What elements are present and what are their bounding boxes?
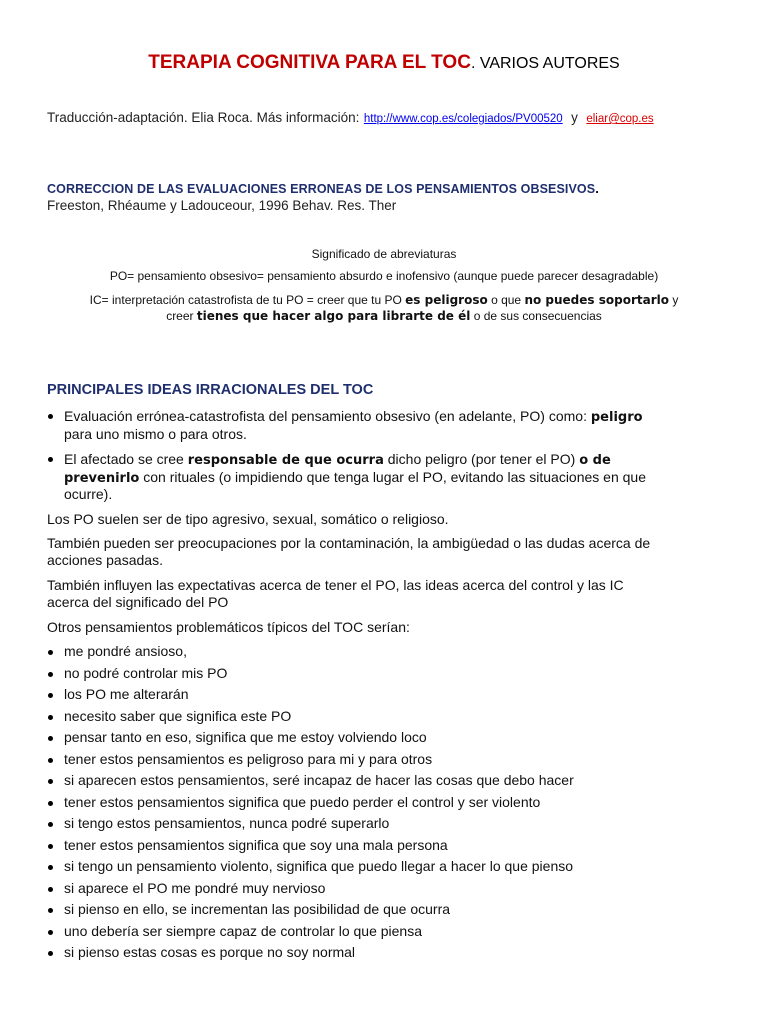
bullet-dot — [48, 930, 53, 935]
bullet-dot — [48, 457, 53, 462]
list-item: los PO me alterarán — [64, 686, 189, 702]
bullet-dot — [48, 414, 53, 419]
abbreviations-title: Significado de abreviaturas — [311, 247, 457, 261]
bullet1-line1 — [64, 408, 643, 425]
translation-conjunction: y — [571, 110, 578, 125]
bullet1-bold-danger: peligro — [590, 410, 643, 425]
ic-bold-dangerous: es peligroso — [405, 293, 488, 307]
article-reference: Freeston, Rhéaume y Ladouceour, 1996 Behav. Res. Ther — [47, 198, 397, 213]
bullet2-line1 — [64, 451, 611, 468]
bullet2-text-3: con rituales (o impidiendo que tenga lugar el PO, evitando las situaciones en que — [139, 469, 646, 485]
list-item: si aparecen estos pensamientos, seré incapaz de hacer las cosas que debo hacer — [64, 772, 574, 788]
bullet2-line2 — [64, 469, 646, 486]
bullet-dot — [48, 801, 53, 806]
bullet2-bold-prevent: prevenirlo — [64, 471, 140, 486]
list-item: me pondré ansioso, — [64, 643, 187, 659]
list-item: uno debería ser siempre capaz de controlar lo que piensa — [64, 923, 422, 939]
title-suffix: . VARIOS AUTORES — [470, 55, 620, 72]
bullet-dot — [48, 844, 53, 849]
bullet2-bold-responsible: responsable de que ocurra — [187, 453, 384, 468]
abbreviation-ic-line1 — [0, 293, 768, 307]
bullet-dot — [48, 779, 53, 784]
bullet2-bold-or: o de — [579, 453, 611, 468]
ic-text-3: y — [668, 293, 679, 307]
list-item: tener estos pensamientos significa que soy una mala persona — [64, 837, 448, 853]
list-item: pensar tanto en eso, significa que me estoy volviendo loco — [64, 729, 427, 745]
ic-text-2: o que — [487, 293, 525, 307]
list-item: si tengo estos pensamientos, nunca podré superarlo — [64, 815, 390, 831]
translation-text: Traducción-adaptación. Elia Roca. Más información: — [47, 110, 360, 125]
bullet2-line3: ocurre). — [64, 486, 113, 502]
translation-line — [47, 109, 654, 127]
ic-text-5: o de sus consecuencias — [470, 309, 602, 323]
article-heading — [47, 180, 599, 198]
paragraph-expectations-line1: También influyen las expectativas acerca de tener el PO, las ideas acerca del control y las IC — [47, 577, 624, 593]
bullet1-text: Evaluación errónea-catastrofista del pensamiento obsesivo (en adelante, PO) como: — [64, 408, 591, 424]
list-item: no podré controlar mis PO — [64, 665, 228, 681]
colegiados-link[interactable]: http://www.cop.es/colegiados/PV00520 — [363, 113, 563, 125]
document-title — [0, 52, 768, 74]
paragraph-other-thoughts: Otros pensamientos problemáticos típicos del TOC serían: — [47, 619, 410, 635]
list-item: si pienso en ello, se incrementan las posibilidad de que ocurra — [64, 901, 451, 917]
ic-bold-must-act: tienes que hacer algo para librarte de él — [196, 309, 471, 323]
article-heading-dot: . — [595, 181, 599, 196]
paragraph-po-types: Los PO suelen ser de tipo agresivo, sexual, somático o religioso. — [47, 511, 449, 527]
list-item: tener estos pensamientos es peligroso para mi y para otros — [64, 751, 433, 767]
title-main: TERAPIA COGNITIVA PARA EL TOC — [148, 52, 471, 73]
bullet-dot — [48, 908, 53, 913]
bullet-dot — [48, 758, 53, 763]
paragraph-concerns-line2: acciones pasadas. — [47, 552, 163, 568]
bullet-dot — [48, 951, 53, 956]
article-heading-text: CORRECCION DE LAS EVALUACIONES ERRONEAS DE LOS PENSAMIENTOS OBSESIVOS — [47, 182, 596, 196]
bullet-dot — [48, 887, 53, 892]
list-item: tener estos pensamientos significa que puedo perder el control y ser violento — [64, 794, 541, 810]
ic-bold-cannot-bear: no puedes soportarlo — [524, 293, 669, 307]
abbreviation-ic-line2 — [0, 309, 768, 323]
ic-text-1: IC= interpretación catastrofista de tu PO = creer que tu PO — [89, 293, 406, 307]
bullet2-text-2: dicho peligro (por tener el PO) — [383, 451, 580, 467]
bullet-dot — [48, 693, 53, 698]
paragraph-expectations-line2: acerca del significado del PO — [47, 594, 229, 610]
bullet-dot — [48, 672, 53, 677]
list-item: si tengo un pensamiento violento, significa que puedo llegar a hacer lo que pienso — [64, 858, 574, 874]
email-link[interactable]: eliar@cop.es — [586, 113, 654, 125]
list-item: si pienso estas cosas es porque no soy normal — [64, 944, 356, 960]
bullet-dot — [48, 715, 53, 720]
ic-text-4: creer — [166, 309, 197, 323]
bullet-dot — [48, 650, 53, 655]
list-item: si aparece el PO me pondré muy nervioso — [64, 880, 326, 896]
bullet-dot — [48, 865, 53, 870]
section-heading: PRINCIPALES IDEAS IRRACIONALES DEL TOC — [47, 382, 374, 398]
bullet1-line2: para uno mismo o para otros. — [64, 426, 247, 442]
paragraph-concerns-line1: También pueden ser preocupaciones por la contaminación, la ambigüedad o las dudas acerca de — [47, 535, 651, 551]
bullet-dot — [48, 822, 53, 827]
bullet2-text-1: El afectado se cree — [64, 451, 188, 467]
abbreviation-po: PO= pensamiento obsesivo= pensamiento absurdo e inofensivo (aunque puede parecer desagradable) — [109, 269, 659, 283]
list-item: necesito saber que significa este PO — [64, 708, 292, 724]
bullet-dot — [48, 736, 53, 741]
